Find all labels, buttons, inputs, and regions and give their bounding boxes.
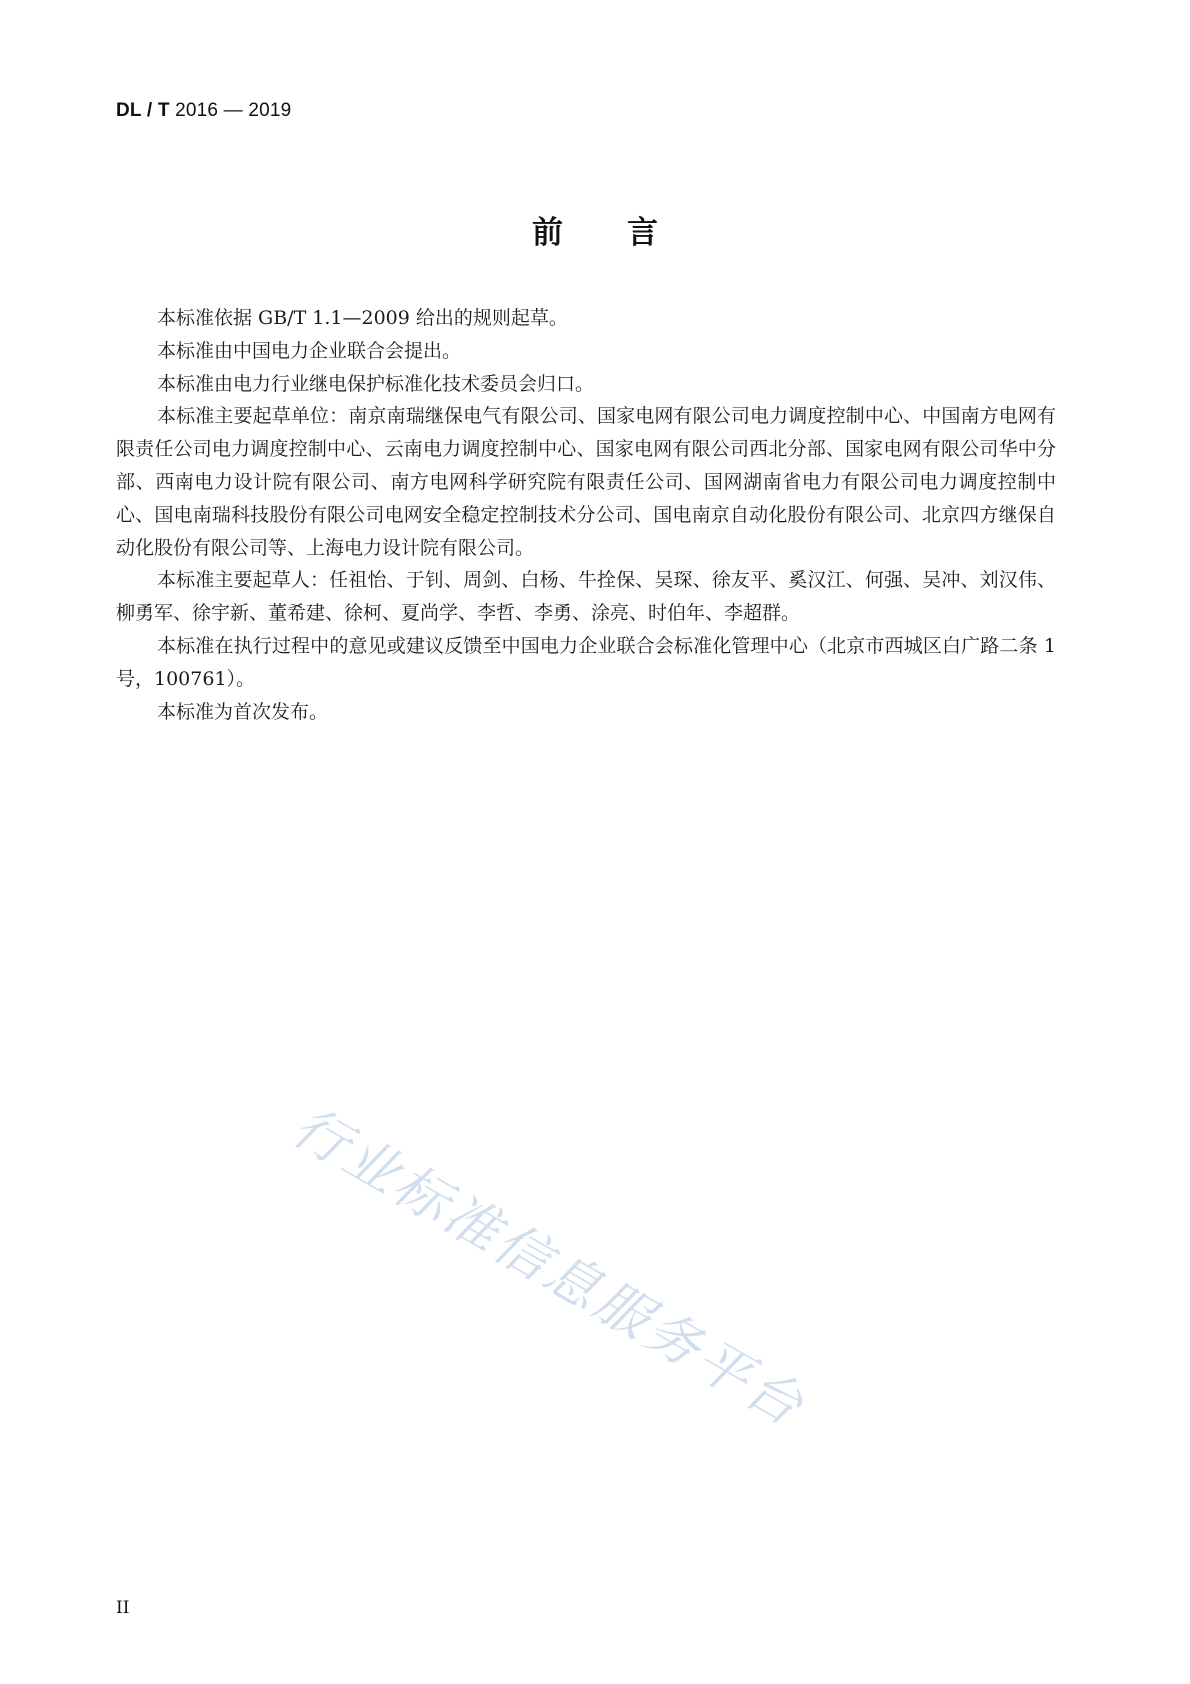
page-number: II	[116, 1598, 130, 1618]
paragraph-proposer: 本标准由中国电力企业联合会提出。	[157, 339, 462, 362]
document-code-prefix: DL / T	[116, 100, 170, 121]
foreword-body	[116, 302, 1056, 728]
watermark-text: 行业标准信息服务平台	[282, 1094, 817, 1440]
paragraph-drafters: 本标准主要起草人：任祖怡、于钊、周剑、白杨、牛拴保、吴琛、徐友平、奚汉江、何强、吴冲、刘汉伟、柳勇军、徐宇新、董希建、徐柯、夏尚学、李哲、李勇、涂亮、时伯年、李超群。	[116, 569, 1056, 625]
document-code	[116, 100, 291, 122]
document-code-number: 2016 — 2019	[175, 100, 292, 121]
paragraph-drafting-units: 本标准主要起草单位：南京南瑞继保电气有限公司、国家电网有限公司电力调度控制中心、中国南方电网有限责任公司电力调度控制中心、云南电力调度控制中心、国家电网有限公司西北分部、国家电网有限公司华中分部、西南电力设计院有限公司、南方电网科学研究院有限责任公司、国网湖南省电力有限公司电力调度控制中心、国电南瑞科技股份有限公司电网安全稳定控制技术分公司、国电南京自动化股份有限公司、北京四方继保自动化股份有限公司等、上海电力设计院有限公司。	[116, 405, 1056, 559]
paragraph-committee: 本标准由电力行业继电保护标准化技术委员会归口。	[157, 372, 595, 395]
paragraph-feedback: 本标准在执行过程中的意见或建议反馈至中国电力企业联合会标准化管理中心（北京市西城区白广路二条 1 号，100761）。	[116, 634, 1056, 690]
paragraph-drafting-rules: 本标准依据 GB/T 1.1—2009 给出的规则起草。	[157, 307, 568, 329]
page-title: 前言	[532, 215, 722, 251]
paragraph-first-release: 本标准为首次发布。	[157, 700, 329, 723]
